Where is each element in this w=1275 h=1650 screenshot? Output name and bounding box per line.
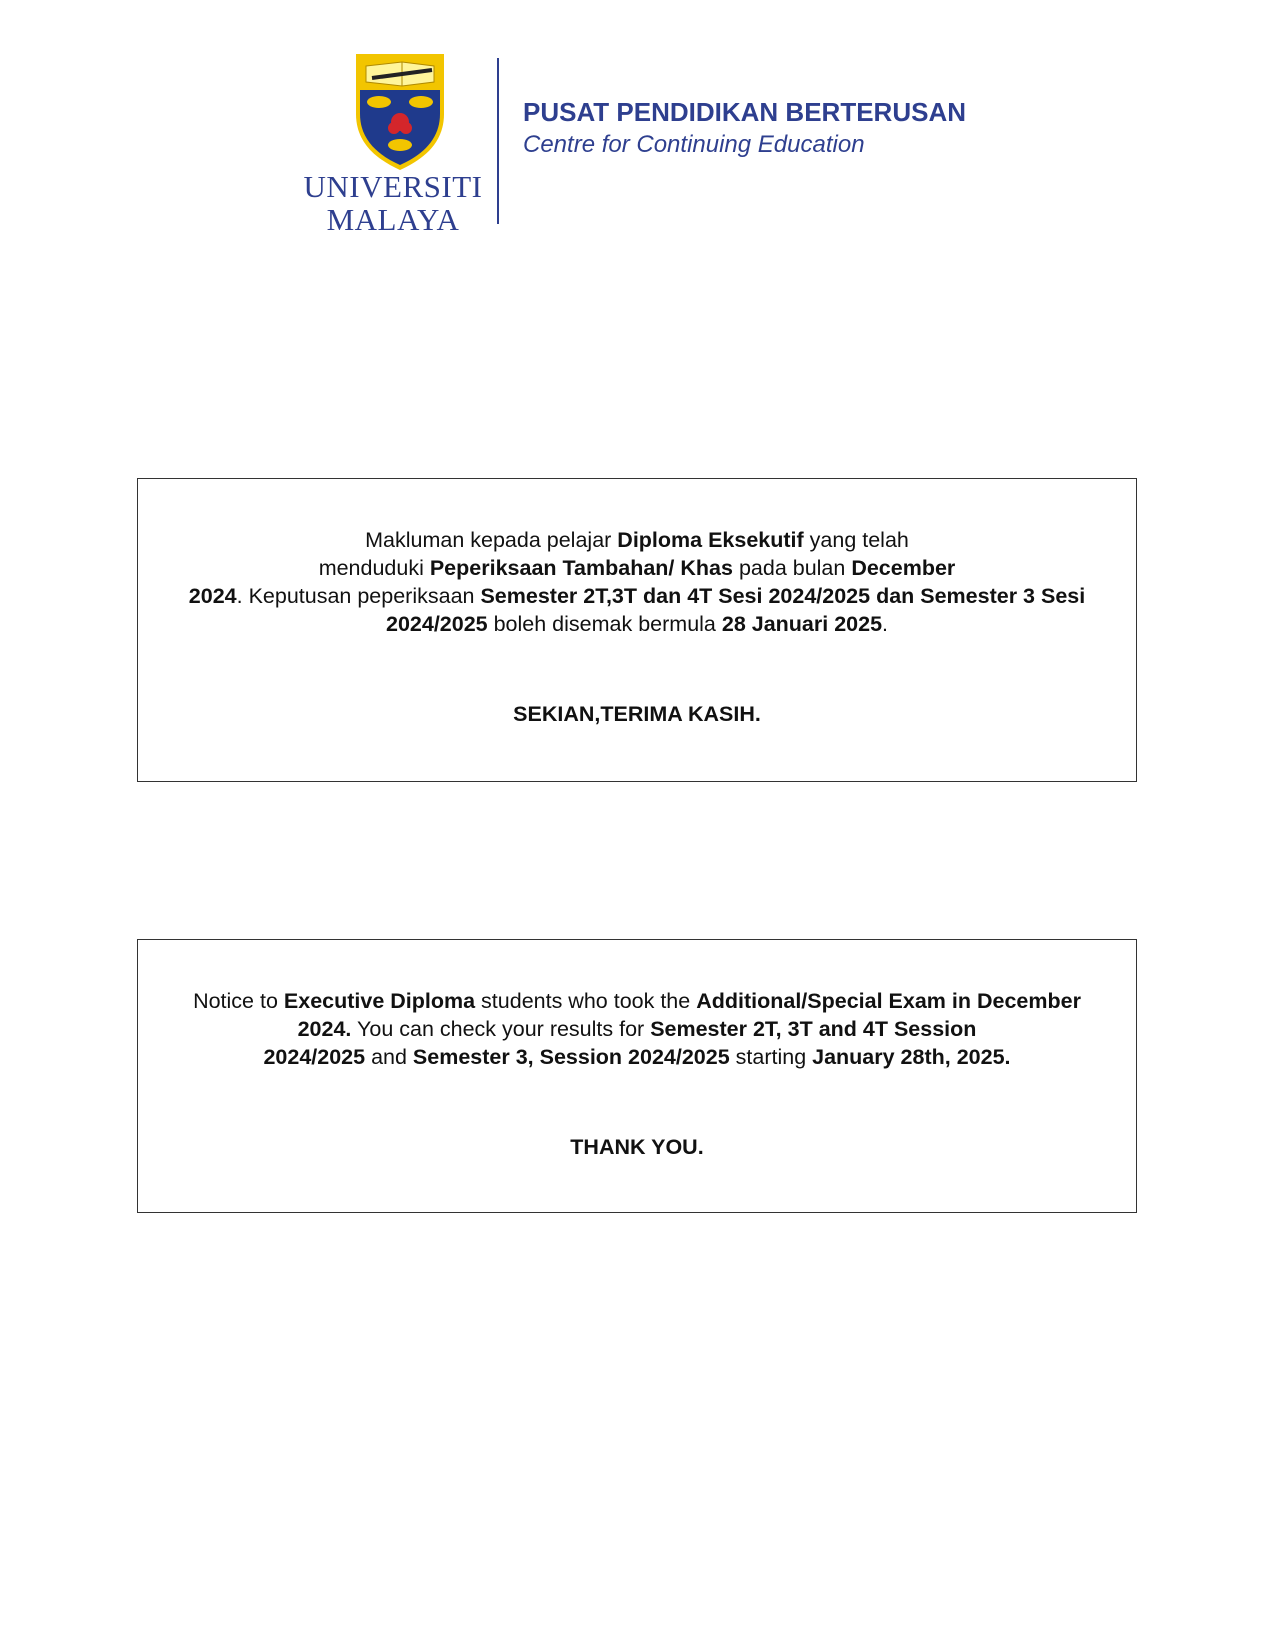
header-divider: [497, 58, 499, 224]
text: and: [365, 1045, 413, 1069]
text: Makluman kepada pelajar: [365, 528, 618, 552]
university-crest-logo: [354, 52, 446, 172]
notice-box-malay: [137, 478, 1137, 782]
bold-text: 28 Januari 2025: [721, 612, 883, 636]
notice-body-malay: [154, 526, 1120, 638]
bold-text: Semester 2T, 3T and 4T Session: [650, 1017, 977, 1041]
university-name-line2: MALAYA: [326, 202, 460, 237]
bold-text: Semester 3, Session 2024/2025: [412, 1045, 730, 1069]
text: .: [882, 612, 889, 636]
bold-text: Peperiksaan Tambahan/ Khas: [429, 556, 733, 580]
bold-text: 2024.: [297, 1017, 352, 1041]
bold-text: 2024/2025: [263, 1045, 366, 1069]
text: menduduki: [318, 556, 430, 580]
bold-text: Semester 2T,3T dan 4T Sesi 2024/2025 dan Semester 3 Sesi: [480, 584, 1086, 608]
notice-body-english: [154, 987, 1120, 1071]
notice-box-english: [137, 939, 1137, 1213]
text: starting: [729, 1045, 813, 1069]
bold-text: December: [851, 556, 956, 580]
bold-text: 2024: [188, 584, 237, 608]
bold-text: 2024/2025: [385, 612, 488, 636]
bold-text: Executive Diploma: [283, 989, 476, 1013]
centre-name-malay: PUSAT PENDIDIKAN BERTERUSAN: [523, 97, 966, 127]
university-wordmark: [296, 170, 490, 236]
centre-name-english: Centre for Continuing Education: [523, 131, 865, 158]
bold-text: January 28th, 2025.: [812, 1045, 1011, 1069]
text: pada bulan: [732, 556, 852, 580]
bold-text: Diploma Eksekutif: [617, 528, 804, 552]
text: Notice to: [193, 989, 284, 1013]
text: . Keputusan peperiksaan: [236, 584, 481, 608]
closing-malay: SEKIAN,TERIMA KASIH.: [513, 702, 761, 726]
text: students who took the: [475, 989, 697, 1013]
closing-english: THANK YOU.: [570, 1135, 704, 1159]
bold-text: Additional/Special Exam in December: [696, 989, 1081, 1013]
letterhead: [0, 0, 1275, 260]
text: boleh disemak bermula: [487, 612, 722, 636]
text: You can check your results for: [351, 1017, 651, 1041]
university-name-line1: UNIVERSITI: [303, 169, 483, 204]
text: yang telah: [803, 528, 909, 552]
